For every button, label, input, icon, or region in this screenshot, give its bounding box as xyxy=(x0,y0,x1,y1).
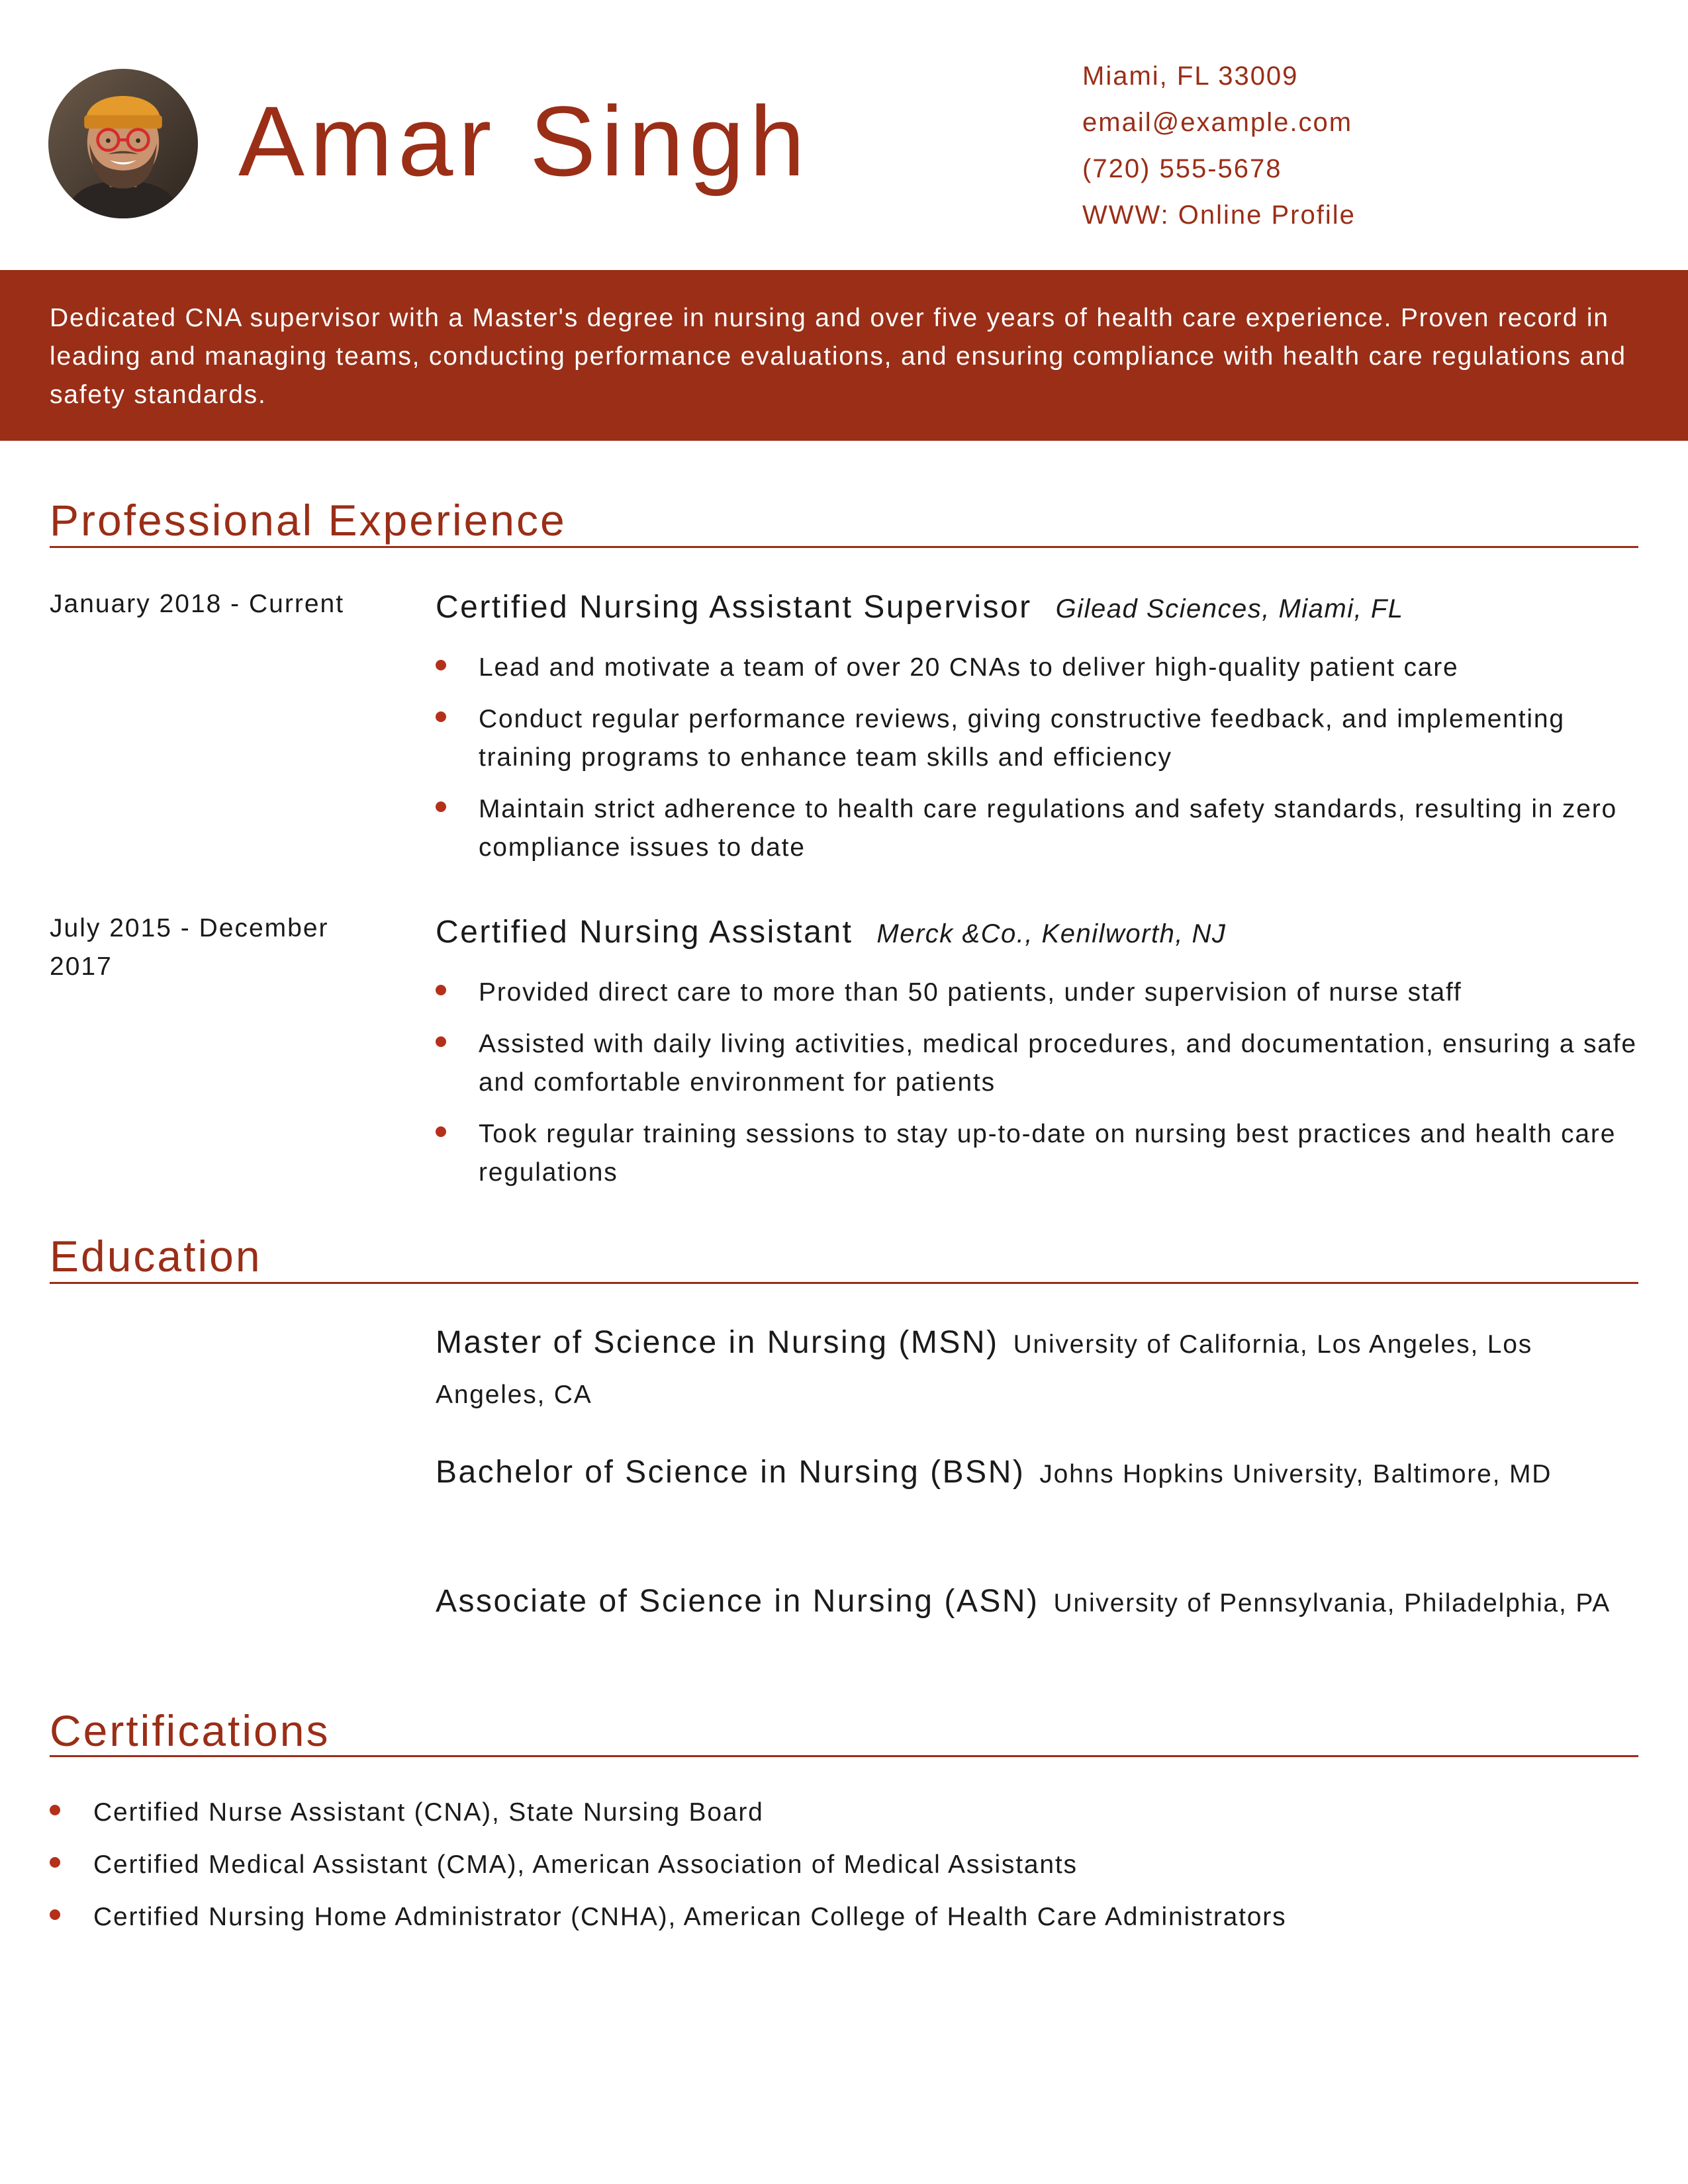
certification-text: Certified Medical Assistant (CMA), American Association of Medical Assistants xyxy=(93,1850,1078,1879)
certification-item xyxy=(50,1898,1638,1936)
job-bullet-text: Assisted with daily living activities, medical procedures, and documentation, ensuring a safe and comfortable environment for patients xyxy=(479,1030,1637,1097)
job-header xyxy=(436,909,1640,963)
education-school: University of California, Los Angeles, Los Angeles, CA xyxy=(436,1330,1533,1409)
job-bullets xyxy=(436,649,1640,867)
section-title-experience: Professional Experience xyxy=(50,496,567,545)
job-company: Gilead Sciences, Miami, FL xyxy=(1055,594,1404,623)
education-school: Johns Hopkins University, Baltimore, MD xyxy=(1039,1460,1552,1488)
job-bullet xyxy=(436,700,1640,777)
education-school: University of Pennsylvania, Philadelphia, PA xyxy=(1053,1589,1611,1617)
job-bullet-text: Lead and motivate a team of over 20 CNAs to deliver high-quality patient care xyxy=(479,653,1459,682)
bullet-dot-icon xyxy=(436,1126,446,1137)
section-title-certifications: Certifications xyxy=(50,1706,330,1755)
certification-text: Certified Nursing Home Administrator (CNHA), American College of Health Care Administrators xyxy=(93,1903,1287,1931)
job-bullet xyxy=(436,974,1640,1012)
job-dates: January 2018 - Current xyxy=(50,590,345,618)
contact-info xyxy=(1082,53,1356,238)
job-bullet xyxy=(436,1115,1640,1192)
job-company: Merck &Co., Kenilworth, NJ xyxy=(876,919,1227,948)
summary-band xyxy=(0,270,1688,441)
education-degree: Master of Science in Nursing (MSN) xyxy=(436,1325,999,1360)
certification-item xyxy=(50,1794,1638,1832)
contact-email[interactable]: email@example.com xyxy=(1082,108,1353,137)
bullet-dot-icon xyxy=(50,1857,60,1868)
job-entry xyxy=(436,584,1640,880)
certification-item xyxy=(50,1846,1638,1884)
education-degree: Bachelor of Science in Nursing (BSN) xyxy=(436,1455,1025,1490)
job-bullets xyxy=(436,974,1640,1192)
job-title: Certified Nursing Assistant xyxy=(436,915,853,950)
job-bullet-text: Maintain strict adherence to health care regulations and safety standards, resulting in zero compliance issues to date xyxy=(479,795,1617,862)
job-header xyxy=(436,584,1640,638)
contact-phone[interactable]: (720) 555-5678 xyxy=(1082,154,1282,183)
education-item xyxy=(436,1579,1640,1631)
certification-list xyxy=(50,1794,1638,1950)
job-bullet-text: Conduct regular performance reviews, giving constructive feedback, and implementing training programs to enhance team skills and efficiency xyxy=(479,705,1565,772)
bullet-dot-icon xyxy=(50,1805,60,1815)
job-bullet xyxy=(436,790,1640,867)
section-divider xyxy=(50,1755,1638,1757)
section-divider xyxy=(50,1282,1638,1284)
bullet-dot-icon xyxy=(436,1036,446,1047)
candidate-name: Amar Singh xyxy=(238,85,810,197)
profile-photo-image xyxy=(48,69,198,218)
bullet-dot-icon xyxy=(436,985,446,995)
job-bullet xyxy=(436,649,1640,687)
job-bullet xyxy=(436,1025,1640,1102)
job-bullet-text: Took regular training sessions to stay up-to-date on nursing best practices and health care regulations xyxy=(479,1120,1617,1187)
bullet-dot-icon xyxy=(50,1909,60,1920)
profile-photo xyxy=(48,69,198,218)
section-divider xyxy=(50,546,1638,548)
summary-text: Dedicated CNA supervisor with a Master's degree in nursing and over five years of health care experience. Proven record in leading and managing teams, conducting performance evaluations, and ensuring compliance with health care regulations and safety standards. xyxy=(50,304,1626,409)
contact-location: Miami, FL 33009 xyxy=(1082,62,1299,91)
job-entry xyxy=(436,909,1640,1205)
certification-text: Certified Nurse Assistant (CNA), State Nursing Board xyxy=(93,1798,764,1827)
education-degree: Associate of Science in Nursing (ASN) xyxy=(436,1584,1039,1619)
education-item xyxy=(436,1450,1640,1502)
job-bullet-text: Provided direct care to more than 50 patients, under supervision of nurse staff xyxy=(479,978,1462,1007)
bullet-dot-icon xyxy=(436,801,446,812)
job-title: Certified Nursing Assistant Supervisor xyxy=(436,590,1032,625)
contact-website[interactable]: WWW: Online Profile xyxy=(1082,201,1356,230)
bullet-dot-icon xyxy=(436,711,446,722)
bullet-dot-icon xyxy=(436,660,446,670)
education-item xyxy=(436,1320,1640,1423)
job-dates: July 2015 - December 2017 xyxy=(50,914,329,981)
section-title-education: Education xyxy=(50,1232,262,1281)
